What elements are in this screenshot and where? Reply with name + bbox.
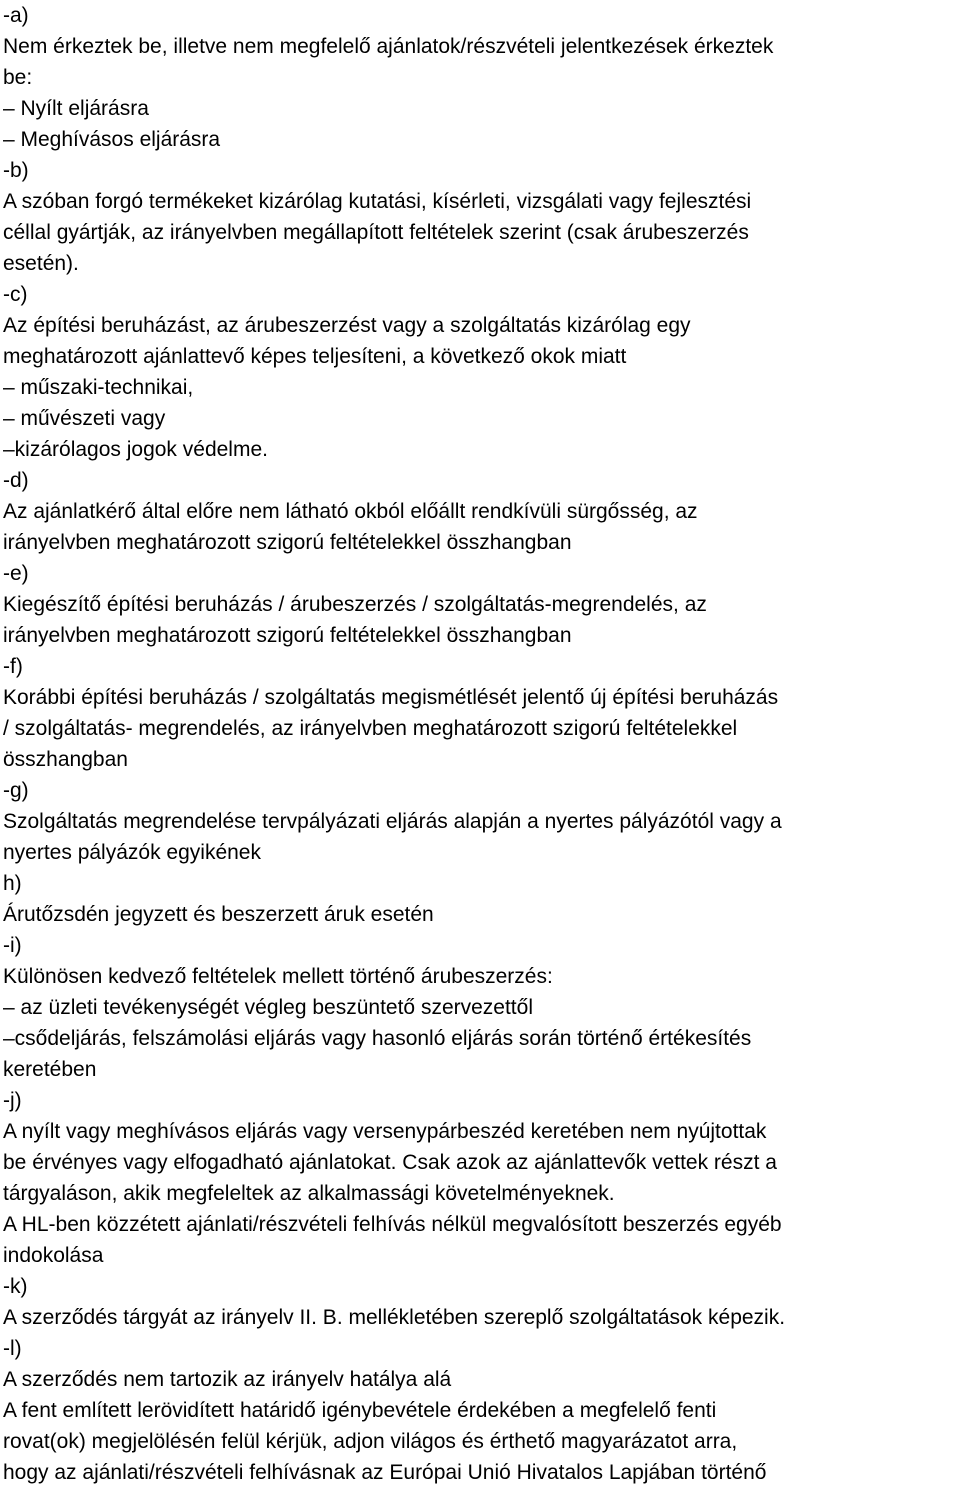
text-line: keretében <box>3 1058 97 1081</box>
text-line: A szerződés nem tartozik az irányelv hatálya alá <box>3 1368 452 1391</box>
text-line: tárgyaláson, akik megfeleltek az alkalmassági követelményeknek. <box>3 1182 615 1205</box>
text-line: -k) <box>3 1275 28 1298</box>
text-line: Korábbi építési beruházás / szolgáltatás megismétlését jelentő új építési beruházás <box>3 686 779 709</box>
text-line: Szolgáltatás megrendelése tervpályázati eljárás alapján a nyertes pályázótól vagy a <box>3 810 782 833</box>
text-line: / szolgáltatás- megrendelés, az irányelvben meghatározott szigorú feltételekkel <box>3 717 738 740</box>
text-line: – műszaki-technikai, <box>3 376 194 399</box>
text-line: A HL-ben közzétett ajánlati/részvételi felhívás nélkül megvalósított beszerzés egyéb <box>3 1213 782 1236</box>
text-line: meghatározott ajánlattevő képes teljesíteni, a következő okok miatt <box>3 345 627 368</box>
text-line: -a) <box>3 4 29 27</box>
text-line: Különösen kedvező feltételek mellett történő árubeszerzés: <box>3 965 553 988</box>
text-line: A szóban forgó termékeket kizárólag kutatási, kísérleti, vizsgálati vagy fejlesztési <box>3 190 752 213</box>
text-line: esetén). <box>3 252 79 275</box>
text-line: -j) <box>3 1089 22 1112</box>
text-line: – művészeti vagy <box>3 407 166 430</box>
text-line: A szerződés tárgyát az irányelv II. B. mellékletében szereplő szolgáltatások képezik. <box>3 1306 786 1329</box>
text-line: be: <box>3 66 33 89</box>
text-line: -f) <box>3 655 23 678</box>
text-line: h) <box>3 872 22 895</box>
text-line: -g) <box>3 779 29 802</box>
text-line: -b) <box>3 159 29 182</box>
document-body <box>3 0 959 1488</box>
text-line: céllal gyártják, az irányelvben megállapított feltételek szerint (csak árubeszerzés <box>3 221 749 244</box>
text-line: be érvényes vagy elfogadható ajánlatokat. Csak azok az ajánlattevők vettek részt a <box>3 1151 777 1174</box>
text-line: –csődeljárás, felszámolási eljárás vagy hasonló eljárás során történő értékesítés <box>3 1027 752 1050</box>
text-line: Nem érkeztek be, illetve nem megfelelő ajánlatok/részvételi jelentkezések érkeztek <box>3 35 774 58</box>
text-line: – Nyílt eljárásra <box>3 97 149 120</box>
text-line: Az ajánlatkérő által előre nem látható okból előállt rendkívüli sürgősség, az <box>3 500 698 523</box>
text-line: Árutőzsdén jegyzett és beszerzett áruk esetén <box>3 903 434 926</box>
text-line: indokolása <box>3 1244 104 1267</box>
text-line: összhangban <box>3 748 128 771</box>
text-line: –kizárólagos jogok védelme. <box>3 438 268 461</box>
text-line: irányelvben meghatározott szigorú feltételekkel összhangban <box>3 624 572 647</box>
text-line: -d) <box>3 469 29 492</box>
text-line: rovat(ok) megjelölésén felül kérjük, adjon világos és érthető magyarázatot arra, <box>3 1430 738 1453</box>
text-line: -i) <box>3 934 22 957</box>
text-line: – az üzleti tevékenységét végleg beszüntető szervezettől <box>3 996 533 1019</box>
text-line: A fent említett lerövidített határidő igénybevétele érdekében a megfelelő fenti <box>3 1399 717 1422</box>
text-line: -c) <box>3 283 28 306</box>
text-line: Az építési beruházást, az árubeszerzést vagy a szolgáltatás kizárólag egy <box>3 314 691 337</box>
text-line: irányelvben meghatározott szigorú feltételekkel összhangban <box>3 531 572 554</box>
text-line: -e) <box>3 562 29 585</box>
text-line: -l) <box>3 1337 22 1360</box>
text-line: hogy az ajánlati/részvételi felhívásnak az Európai Unió Hivatalos Lapjában történő <box>3 1461 767 1484</box>
text-line: A nyílt vagy meghívásos eljárás vagy versenypárbeszéd keretében nem nyújtottak <box>3 1120 767 1143</box>
text-line: nyertes pályázók egyikének <box>3 841 261 864</box>
text-line: – Meghívásos eljárásra <box>3 128 221 151</box>
text-line: Kiegészítő építési beruházás / árubeszerzés / szolgáltatás-megrendelés, az <box>3 593 707 616</box>
